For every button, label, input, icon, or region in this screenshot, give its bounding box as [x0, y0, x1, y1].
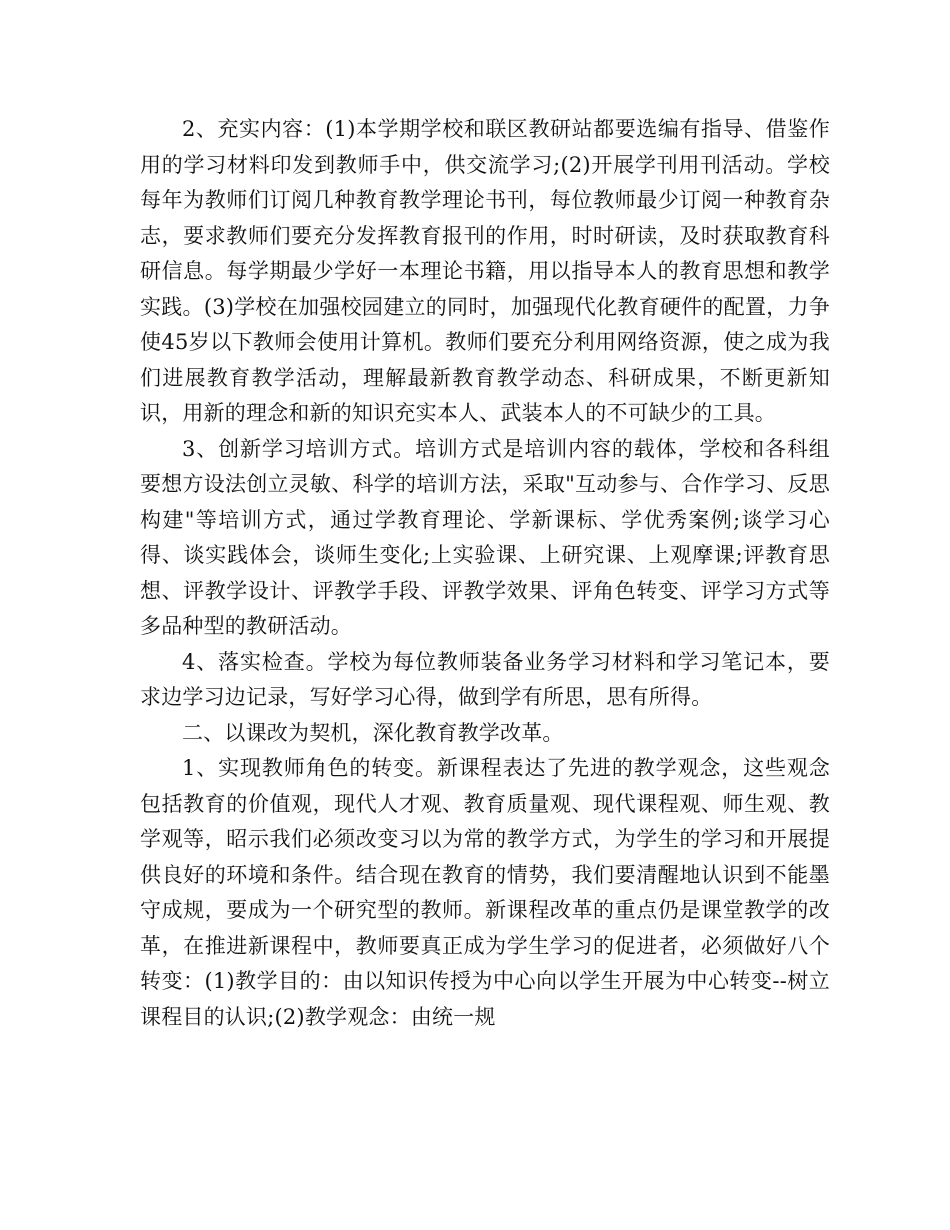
- document-body: [140, 112, 830, 1035]
- section-heading-curriculum-reform: 二、以课改为契机，深化教育教学改革。: [182, 720, 564, 745]
- paragraph-training-methods: 3、创新学习培训方式。培训方式是培训内容的载体，学校和各科组要想方设法创立灵敏、科学的培训方法，采取"互动参与、合作学习、反思构建"等培训方式，通过学教育理论、学新课标、学优秀案例;谈学习心得、谈实践体会，谈师生变化;上实验课、上研究课、上观摩课;评教育思想、评教学设计、评教学手段、评教学效果、评角色转变、评学习方式等多品种型的教研活动。: [140, 436, 830, 638]
- paragraph-enrich-content: 2、充实内容：(1)本学期学校和联区教研站都要选编有指导、借鉴作用的学习材料印发到教师手中，供交流学习;(2)开展学刊用刊活动。学校每年为教师们订阅几种教育教学理论书刊，每位教师最少订阅一种教育杂志，要求教师们要充分发挥教育报刊的作用，时时研读，及时获取教育科研信息。每学期最少学好一本理论书籍，用以指导本人的教育思想和教学实践。(3)学校在加强校园建立的同时，加强现代化教育硬件的配置，力争使45岁以下教师会使用计算机。教师们要充分利用网络资源，使之成为我们进展教育教学活动，理解最新教育教学动态、科研成果，不断更新知识，用新的理念和新的知识充实本人、武装本人的不可缺少的工具。: [140, 117, 830, 425]
- paragraph-implementation-check: 4、落实检查。学校为每位教师装备业务学习材料和学习笔记本，要求边学习边记录，写好学习心得，做到学有所思，思有所得。: [140, 649, 830, 709]
- paragraph-teacher-role-change: 1、实现教师角色的转变。新课程表达了先进的教学观念，这些观念包括教育的价值观，现代人才观、教育质量观、现代课程观、师生观、教学观等，昭示我们必须改变习以为常的教学方式，为学生的学习和开展提供良好的环境和条件。结合现在教育的情势，我们要清醒地认识到不能墨守成规，要成为一个研究型的教师。新课程改革的重点仍是课堂教学的改革，在推进新课程中，教师要真正成为学生学习的促进者，必须做好八个转变：(1)教学目的：由以知识传授为中心向以学生开展为中心转变--树立课程目的认识;(2)教学观念：由统一规: [140, 756, 830, 1029]
